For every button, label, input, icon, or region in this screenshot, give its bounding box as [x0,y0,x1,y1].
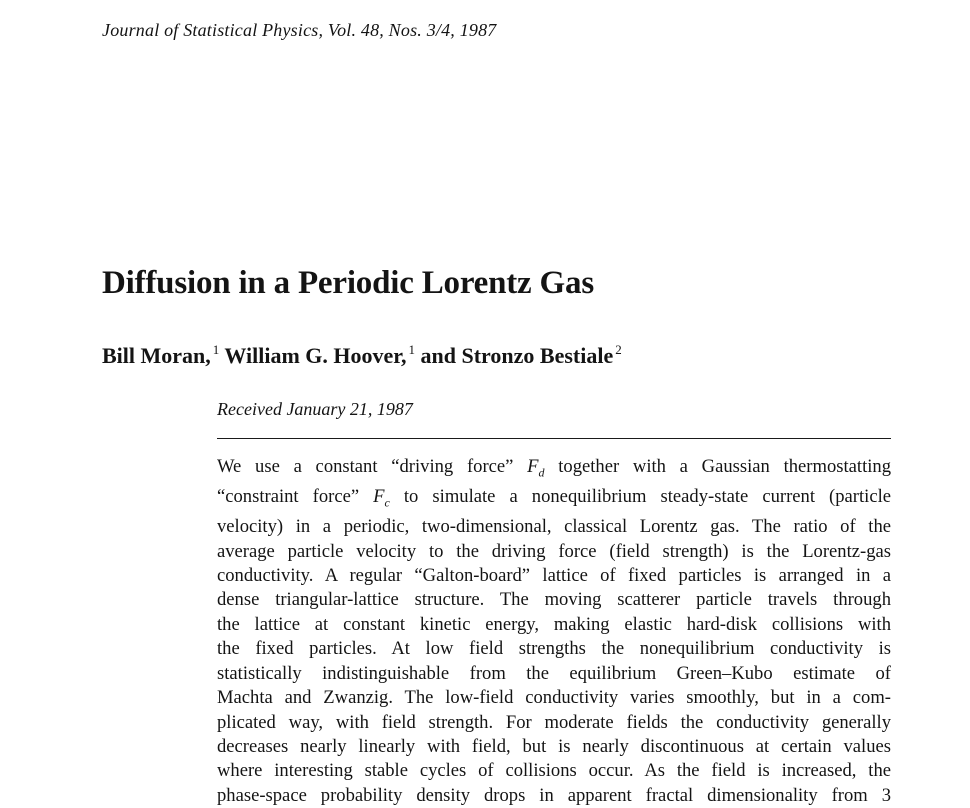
abstract-line: the fixed particles. At low field strengths the nonequilibrium conductivity is [217,638,891,660]
abstract-line: where interesting stable cycles of collisions occur. As the field is increased, the [217,760,891,782]
abstract-line: dense triangular-lattice structure. The moving scatterer particle travels through [217,589,891,611]
author-name: and Stronzo Bestiale [420,343,614,368]
abstract-line: conductivity. A regular “Galton-board” lattice of fixed particles is arranged in a [217,565,891,587]
abstract-line: statistically indistinguishable from the equilibrium Green–Kubo estimate of [217,662,891,684]
abstract-line: decreases nearly linearly with field, but is nearly discontinuous at certain values [217,735,891,757]
abstract-divider [217,438,891,439]
paper-title: Diffusion in a Periodic Lorentz Gas [102,265,594,301]
abstract-line: the lattice at constant kinetic energy, making elastic hard-disk collisions with [217,613,891,635]
received-date: Received January 21, 1987 [217,399,413,419]
author-name: Bill Moran, [102,343,211,368]
affiliation-marker: 2 [615,342,622,357]
abstract-line: Machta and Zwanzig. The low-field conductivity varies smoothly, but in a com- [217,687,891,709]
author-list [102,342,622,369]
abstract-line: average particle velocity to the driving force (field strength) is the Lorentz-gas [217,540,891,562]
affiliation-marker: 1 [408,342,416,357]
abstract-line: plicated way, with field strength. For moderate fields the conductivity generally [217,711,891,733]
abstract-line: We use a constant “driving force” $F_d$ together with a Gaussian thermostatting [217,456,891,480]
journal-citation: Journal of Statistical Physics, Vol. 48, Nos. 3/4, 1987 [102,20,497,40]
abstract-line: phase-space probability density drops in apparent fractal dimensionality from 3 [217,784,891,806]
abstract-line: velocity) in a periodic, two-dimensional, classical Lorentz gas. The ratio of the [217,516,891,538]
affiliation-marker: 1 [212,342,220,357]
author-name: William G. Hoover, [224,343,407,368]
abstract [217,455,891,808]
abstract-line: “constraint force” $F_c$ to simulate a nonequilibrium steady-state current (particle [217,486,891,510]
